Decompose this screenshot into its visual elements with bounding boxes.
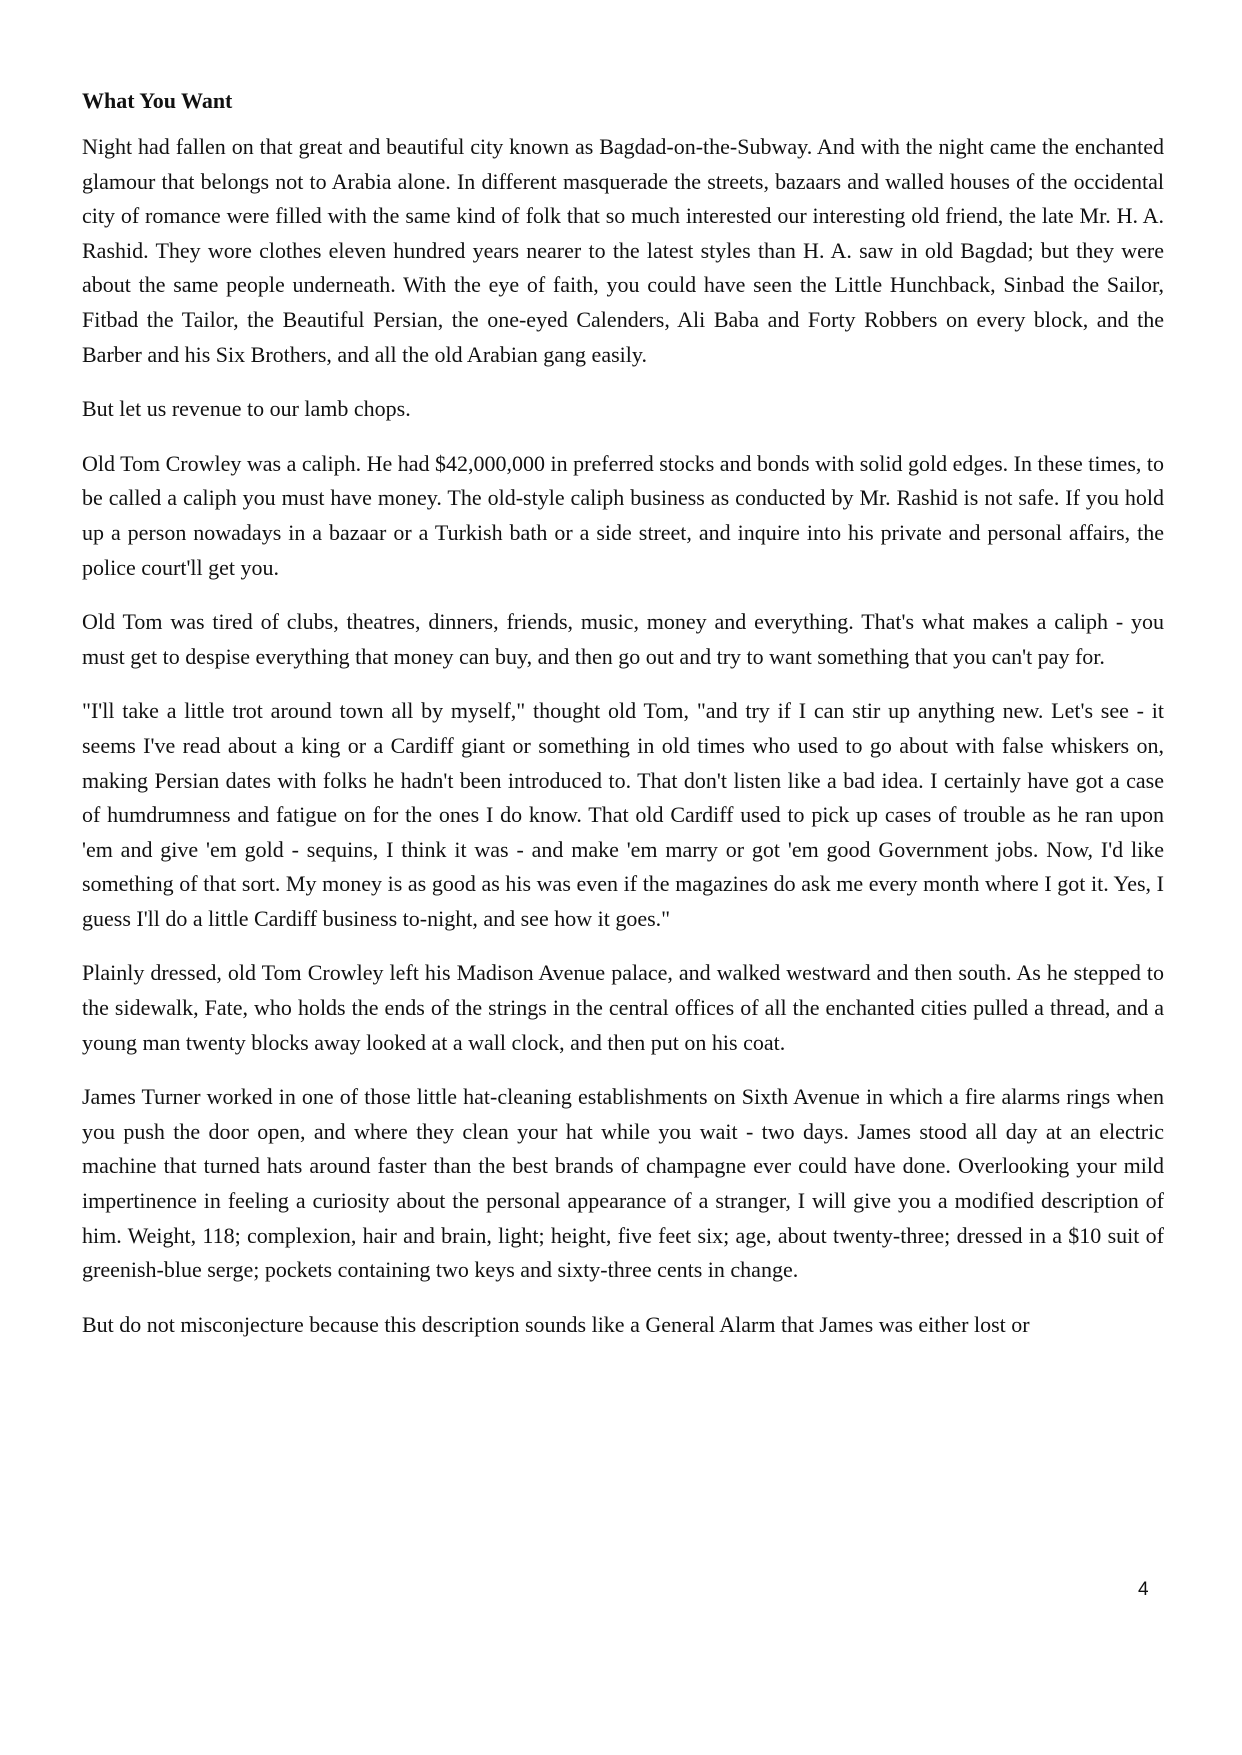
paragraph-8: But do not misconjecture because this description sounds like a General Alarm that James was either lost or	[82, 1311, 1030, 1337]
paragraph-5: "I'll take a little trot around town all by myself," thought old Tom, "and try if I can stir up anything new. Let's see - it seems I've read about a king or a Cardiff giant or something in old times who used to go about with false whiskers on, making Persian dates with folks he hadn't been introduced to. That don't listen like a bad idea. I certainly have got a case of humdrumness and fatigue on for the ones I do know. That old Cardiff used to pick up cases of trouble as he ran upon 'em and give 'em gold - sequins, I think it was - and make 'em marry or got 'em good Government jobs. Now, I'd like something of that sort. My money is as good as his was even if the magazines do ask me every month where I got it. Yes, I guess I'll do a little Cardiff business to-night, and see how it goes."	[82, 698, 1164, 931]
page-number: 4	[1138, 1579, 1149, 1600]
paragraph-7: James Turner worked in one of those little hat-cleaning establishments on Sixth Avenue in which a fire alarms rings when you push the door open, and where they clean your hat while you wait - two days. James stood all day at an electric machine that turned hats around faster than the best brands of champagne ever could have done. Overlooking your mild impertinence in feeling a curiosity about the personal appearance of a stranger, I will give you a modified description of him. Weight, 118; complexion, hair and brain, light; height, five feet six; age, about twenty-three; dressed in a $10 suit of greenish-blue serge; pockets containing two keys and sixty-three cents in change.	[82, 1084, 1164, 1283]
paragraph-1: Night had fallen on that great and beautiful city known as Bagdad-on-the-Subway. And with the night came the enchanted glamour that belongs not to Arabia alone. In different masquerade the streets, bazaars and walled houses of the occidental city of romance were filled with the same kind of folk that so much interested our interesting old friend, the late Mr. H. A. Rashid. They wore clothes eleven hundred years nearer to the latest styles than H. A. saw in old Bagdad; but they were about the same people underneath. With the eye of faith, you could have seen the Little Hunchback, Sinbad the Sailor, Fitbad the Tailor, the Beautiful Persian, the one-eyed Calenders, Ali Baba and Forty Robbers on every block, and the Barber and his Six Brothers, and all the old Arabian gang easily.	[82, 134, 1164, 367]
paragraph-3: Old Tom Crowley was a caliph. He had $42,000,000 in preferred stocks and bonds with solid gold edges. In these times, to be called a caliph you must have money. The old-style caliph business as conducted by Mr. Rashid is not safe. If you hold up a person nowadays in a bazaar or a Turkish bath or a side street, and inquire into his private and personal affairs, the police court'll get you.	[82, 450, 1164, 580]
paragraph-4: Old Tom was tired of clubs, theatres, dinners, friends, music, money and everything. That's what makes a caliph - you must get to despise everything that money can buy, and then go out and try to want something that you can't pay for.	[82, 609, 1164, 669]
document-page	[82, 84, 1164, 1362]
paragraph-6: Plainly dressed, old Tom Crowley left his Madison Avenue palace, and walked westward and then south. As he stepped to the sidewalk, Fate, who holds the ends of the strings in the central offices of all the enchanted cities pulled a thread, and a young man twenty blocks away looked at a wall clock, and then put on his coat.	[82, 960, 1164, 1055]
paragraph-2: But let us revenue to our lamb chops.	[82, 396, 411, 422]
document-title: What You Want	[82, 88, 233, 113]
